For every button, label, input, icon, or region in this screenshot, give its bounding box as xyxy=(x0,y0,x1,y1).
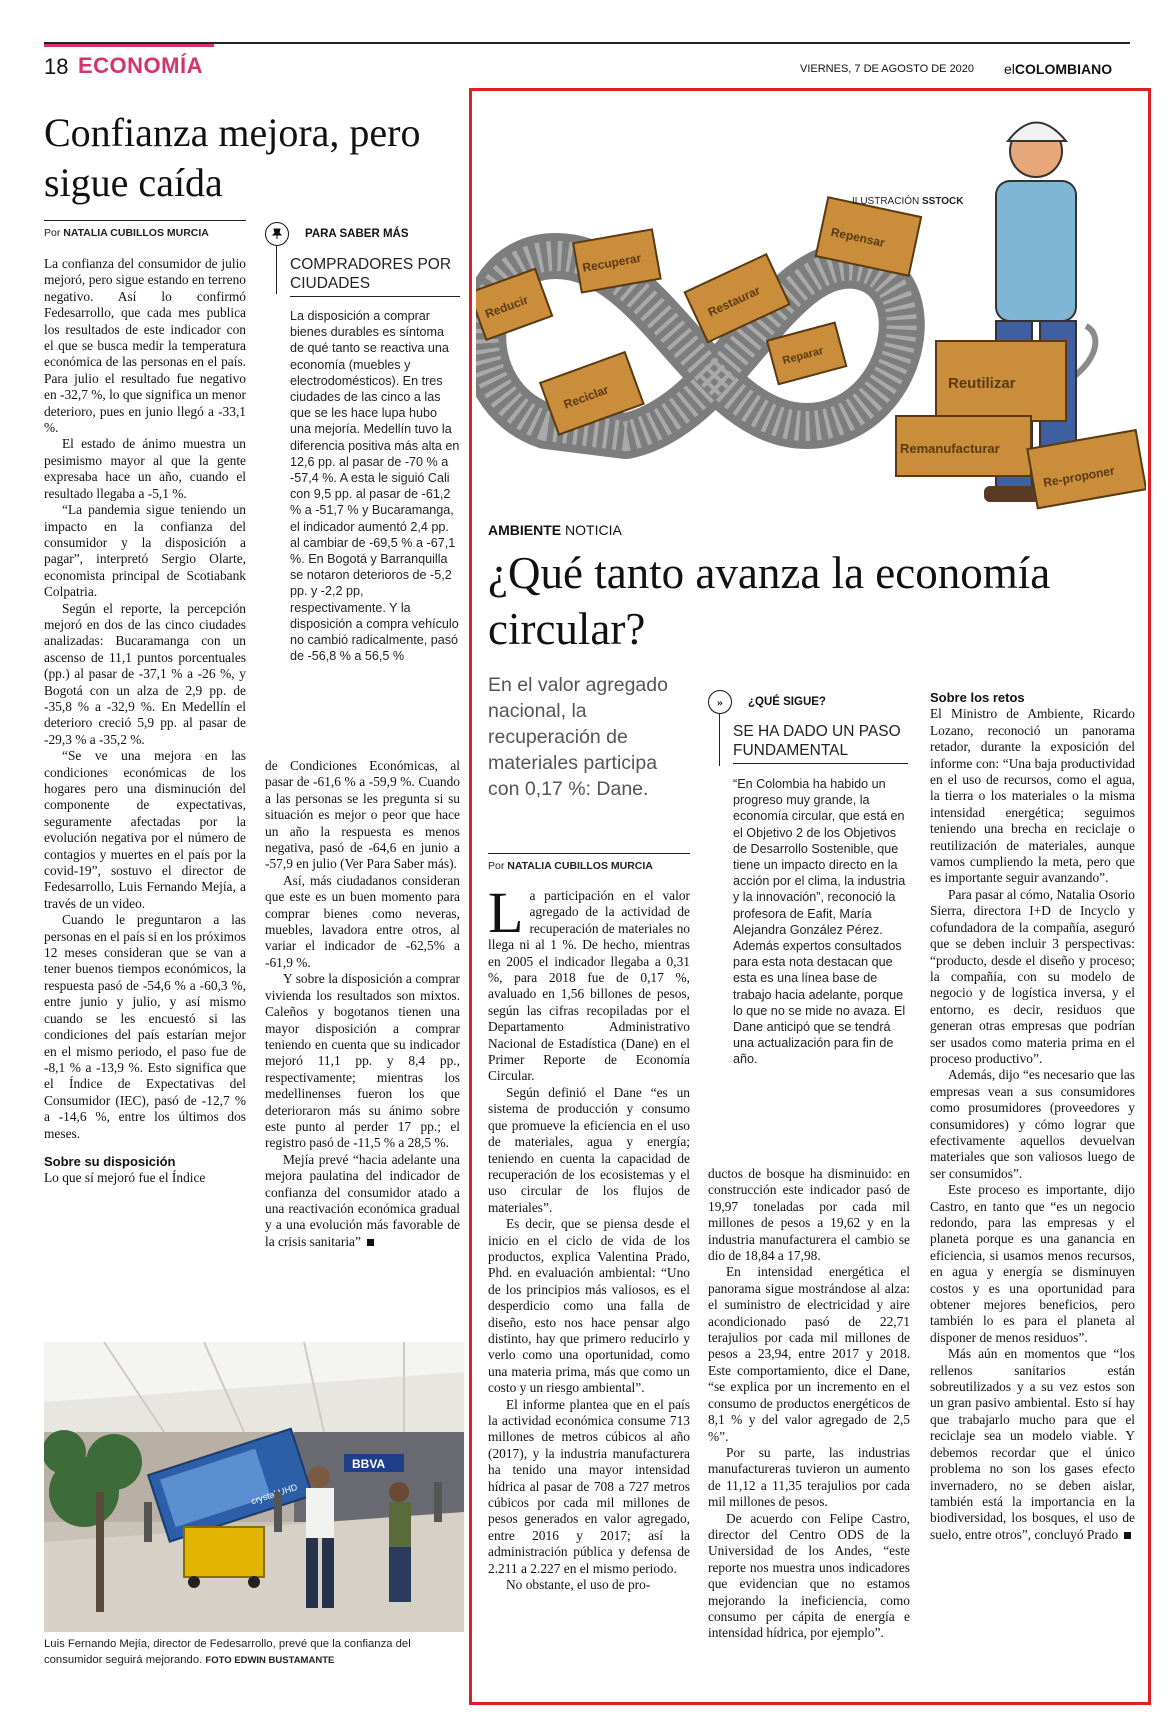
drop-cap: L xyxy=(488,880,524,945)
story1-column-2 xyxy=(265,758,460,1250)
sidebar1-rule xyxy=(290,296,460,297)
paragraph: Según el reporte, la percepción mejoró en dos de las cinco ciudades analizadas: Bucaramanga con un ascenso de 11,1 puntos porcentuales (pp.) al pasar de -37,1 % a -26 %, y Bogotá con un alza de 2,9 pp. de -35,8 % a -32,9 %. En Medellín el deterioro creció 5,9 pp. al pasar de -29,3 % a -35,2 %. xyxy=(44,600,246,747)
paragraph-text: Más aún en momentos que “los rellenos sanitarios están sobreutilizados y a su vez estos son un gran pasivo ambiental. Esto sí hay que trabajarlo mucho para que el reciclaje sea un modelo viable. Y debemos recordar que el único problema no son los gases efecto invernadero, no se deben aislar, también está la importancia en la biodiversidad, los bosques, el uso de suelo, entre otros”, concluyó Prado xyxy=(930,1346,1135,1542)
sidebar1-text xyxy=(290,308,460,664)
story2-deck: En el valor agregado nacional, la recuperación de materiales participa con 0,17 %: Dane. xyxy=(488,674,668,800)
story2-column-2 xyxy=(708,1166,910,1642)
paragraph: “La pandemia sigue teniendo un impacto en la confianza del consumidor y la disposición a pagar”, interpretó Sergio Olarte, economista principal de Scotiabank Colpatria. xyxy=(44,502,246,600)
story1-column-1 xyxy=(44,256,246,1187)
story2-byline xyxy=(488,860,653,872)
paragraph: De acuerdo con Felipe Castro, director del Centro ODS de la Universidad de los Andes, “este reporte nos muestra unos indicadores que evidencian que no estamos mejorando la ineficiencia, como consumo per cápita de energía e intensidad hídrica, por ejemplo”. xyxy=(708,1510,910,1641)
paragraph: Y sobre la disposición a comprar vivienda los resultados son mixtos. Caleños y bogotanos tienen una mayor disposición a comprar teniendo en cuenta que su indicador mejoró 11,1 pp. y 8,4 pp., respectivamente; mientras los medellinenses fueron los que deterioraron más su ánimo sobre este punto al perder 17 pp.; el registro pasó de -11,5 % a 28,5 %. xyxy=(265,971,460,1151)
paragraph: Así, más ciudadanos consideran que este es un buen momento para comprar bienes como neveras, muebles, lavadora entre otros, al variar el indicador de -62,5% a -61,9 %. xyxy=(265,872,460,970)
box-reutilizar: Reutilizar xyxy=(948,375,1016,392)
sidebar1-vertical-rule xyxy=(276,246,277,294)
sidebar2-rule xyxy=(733,763,908,764)
byline-author: NATALIA CUBILLOS MURCIA xyxy=(507,860,653,872)
paragraph: Por su parte, las industrias manufactureras tuvieron un aumento de 11,12 a 11,35 terajulios por cada mil millones de pesos. xyxy=(708,1444,910,1510)
paragraph: La confianza del consumidor de julio mejoró, pero sigue estando en terreno negativo. Así lo confirmó Fedesarrollo, que cada mes publica los resultados de este indicador con el que se busca medir la temperatura económica de las personas en el país. Para julio el resultado fue negativo en -32,7 %, lo que significa un menor deterioro, pues en junio llegó a -33,1 %. xyxy=(44,256,246,436)
paragraph-text: a participación en el valor agregado de la actividad de recuperación de materiales no llega ni al 1 %. De hecho, mientras en 2005 el indicador llegaba a 0,31 %, para 2018 fue de 0,17 %, avaluado en 1,56 billones de pesos, según las cifras recopiladas por el Departamento Administrativo Nacional de Estadística (Dane) en el Primer Reporte de Economía Circular. xyxy=(488,888,690,1084)
photo-caption xyxy=(44,1636,464,1669)
story2-column-1 xyxy=(488,880,690,1593)
sidebar2-title: SE HA DADO UN PASO FUNDAMENTAL xyxy=(733,723,901,759)
sidebar2-text xyxy=(733,776,911,1068)
story2-column-3 xyxy=(930,690,1135,1543)
page-number: 18 xyxy=(44,54,69,79)
story2-subhead: Sobre los retos xyxy=(930,690,1025,705)
story1-byline-rule xyxy=(44,220,246,221)
end-mark-icon xyxy=(367,1239,374,1246)
box-recuperar: Recuperar xyxy=(581,250,643,275)
story2-headline: ¿Qué tanto avanza la economía circular? xyxy=(488,548,1051,654)
box-reproponer: Re-proponer xyxy=(1042,463,1116,490)
newspaper-logo xyxy=(1004,61,1112,77)
caption-text: Luis Fernando Mejía, director de Fedesarrollo, prevé que la confianza del consumidor seguirá mejorando. xyxy=(44,1638,411,1666)
paragraph: ductos de bosque ha disminuido: en construcción este indicador pasó de 19,97 toneladas por cada mil millones de pesos a 19,62 y en la industria manufacturera el cambio se dio de 18,84 a 17,98. xyxy=(708,1166,910,1264)
paragraph: Para pasar al cómo, Natalia Osorio Sierra, directora I+D de Incyclo y cofundadora de la compañía, aseguró que se deben incluir 3 perspectivas: “producto, desde el diseño y proceso; la compañía, con su modelo de negocio y de logística inversa, y el entorno, es decir, residuos que generan otras empresas que podrían ser usados como materia prima en el proceso productivo”. xyxy=(930,886,1135,1066)
sidebar1-paragraph: La disposición a comprar bienes durables es síntoma de qué tanto se reactiva una economía (muebles y electrodomésticos). En tres ciudades de las cinco a las que se les hace lupa hubo una mejoría. Medellín tuvo la diferencia positiva más alta en 12,6 pp. al pasar de -70 % a -57,4 %. A esta le siguió Cali con 9,5 pp. al pasar de -61,2 % a -51,7 % y Bucaramanga, el indicador aumentó 2,4 pp. al cambiar de -69,5 % a -67,1 %. En Bogotá y Barranquilla se notaron deterioros de -5,2 pp. y -2,2 pp, respectivamente. Y la disposición a compra vehículo no cambió radicalmente, pasó de -56,8 % a 56,5 % xyxy=(290,309,460,664)
kicker-bold: AMBIENTE xyxy=(488,522,562,538)
pushpin-icon xyxy=(265,222,289,246)
box-reparar: Reparar xyxy=(781,344,825,368)
paragraph: El informe plantea que en el país la actividad económica consume 713 millones de metros cúbicos al año (2017), y la industria manufacturera ha tenido una mayor intensidad hídrica al pasar de 708 a 727 metros cúbicos por cada mil millones de pesos generados en valor agregado, entre 2016 y 2017; así la administración pública y defensa de 2.211 a 2.227 en el mismo periodo. xyxy=(488,1396,690,1576)
box-restaurar: Restaurar xyxy=(705,283,763,320)
paragraph-text: Mejía prevé “hacia adelante una mejora paulatina del indicador de confianza del consumidor atado a una reactivación económica gradual y a una evolución más favorable de la crisis sanitaria” xyxy=(265,1151,460,1249)
illustration-credit xyxy=(852,196,964,207)
paragraph: de Condiciones Económicas, al pasar de -61,6 % a -59,9 %. Cuando a las personas se les pregunta si su situación es mejor o peor que hace un año la respuesta es menos negativa, pasó de -64,6 en junio a -57,9 en julio (Ver Para Saber más). xyxy=(265,758,460,872)
story2-illustration xyxy=(476,96,1146,516)
paragraph: Además, dijo “es necesario que las empresas vean a sus consumidores como prosumidores (proveedores y consumidores) y cómo lograr que efectivamente aquellos devuelvan materiales que son valiosos luego de ser consumidos”. xyxy=(930,1067,1135,1181)
sidebar2-vertical-rule xyxy=(719,714,720,766)
paragraph xyxy=(488,880,690,1085)
double-chevron-icon: » xyxy=(708,690,732,714)
box-repensar: Repensar xyxy=(829,224,887,250)
box-reciclar: Reciclar xyxy=(561,382,611,412)
header-rule xyxy=(44,42,1130,44)
byline-prefix: Por xyxy=(44,227,61,239)
paragraph: Según definió el Dane “es un sistema de producción y consumo que promueve la eficiencia en el uso de materiales, agua y energía; teniendo en cuenta la capacidad de recuperación de los ecosistemas y el uso circular de los flujos de materiales”. xyxy=(488,1084,690,1215)
store-sign: BBVA xyxy=(352,1457,386,1471)
paragraph xyxy=(265,1152,460,1250)
story2-byline-rule xyxy=(488,853,690,854)
paragraph: El Ministro de Ambiente, Ricardo Lozano, reconoció un panorama retador, durante la exposición del informe con: “Una baja productividad en el uso de recursos, como el agua, la tierra o los materiales o la misma intensidad energética; seguimos teniendo una brecha en reciclaje o reutilización de materiales, aunque vamos cumpliendo la meta, pero que es importante seguir avanzando”. xyxy=(930,706,1135,886)
sidebar2-paragraph: “En Colombia ha habido un progreso muy grande, la economía circular, que está en el Objetivo 2 de los Objetivos de Desarrollo Sostenible, que tiene un impacto directo en la acción por el clima, la industria y la innovación”, reconoció la profesora de Eafit, María Alejandra González Pérez. Además expertos consultados para esta nota destacan que esta es una línea base de trabajo hacia adelante, porque lo que no se mide no avaza. El Dane anticipó que se tendrá una actualización para fin de año. xyxy=(733,777,906,1067)
credit-prefix: ILUSTRACIÓN xyxy=(852,196,920,207)
story2-kicker xyxy=(488,522,622,538)
box-reducir: Reducir xyxy=(483,292,531,322)
byline-prefix: Por xyxy=(488,860,505,872)
paragraph: Cuando le preguntaron a las personas en el país si en los próximos 12 meses consideran que se van a tener buenos tiempos económicos, la respuesta pasó de -54,6 % a -60,3 %, entre junio y julio, y así mismo cuando se les encuestó si las condiciones del país estarían mejor en el mismo periodo, el paso fue de -8,1 % a -13,9 %. Esto significa que el Índice de Expectativas del Consumidor (IEC), pasó de -12,7 % a -14,6 %, entre los últimos dos meses. xyxy=(44,912,246,1141)
story1-photo xyxy=(44,1342,464,1632)
paragraph: Este proceso es importante, dijo Castro, en tanto que “es un negocio redondo, para las empresas y el planeta porque es una ganancia en eficiencia, si usamos menos recursos, en agua y energía se disminuyen costos y es una oportunidad para obtener mejores beneficios, pero también lo es para el planeta al disponer de menos residuos”. xyxy=(930,1182,1135,1345)
section-name: ECONOMÍA xyxy=(78,53,203,78)
paragraph: Lo que sí mejoró fue el Índice xyxy=(44,1170,206,1186)
photo-credit: FOTO EDWIN BUSTAMANTE xyxy=(205,1655,335,1666)
story1-byline xyxy=(44,227,209,239)
sidebar2-kicker: ¿QUÉ SIGUE? xyxy=(748,696,826,708)
end-mark-icon xyxy=(1124,1532,1131,1539)
kicker-light: NOTICIA xyxy=(565,522,622,538)
paragraph: Es decir, que se piensa desde el inicio en el ciclo de vida de los productos, explica Valentina Prado, Phd. en evaluación ambiental: “Uno de los principios más valiosos, es el desperdicio como una falla de diseño, esto nos hace pensar algo distinto, hay que primero reducirlo y verlo como una oportunidad, como una materia prima, más que como un costo y un riesgo ambiental”. xyxy=(488,1216,690,1396)
brand-prefix: el xyxy=(1004,61,1015,77)
brand-name: COLOMBIANO xyxy=(1014,61,1113,77)
paragraph xyxy=(930,1346,1135,1543)
story1-headline: Confianza mejora, pero sigue caída xyxy=(44,110,421,205)
story1-subhead: Sobre su disposición xyxy=(44,1153,176,1169)
paragraph: En intensidad energética el panorama sigue mostrándose al alza: el suministro de electricidad y aire acondicionado pasó de 22,71 terajulios por cada mil millones de pesos a 23,94, entre 2017 y 2018. Este comportamiento, dice el Dane, “se explica por un incremento en el consumo de productos energéticos de 8,1 % y del valor agregado de 2,5 %”. xyxy=(708,1264,910,1444)
credit-name: SSTOCK xyxy=(922,196,964,207)
issue-date: VIERNES, 7 DE AGOSTO DE 2020 xyxy=(800,63,975,75)
paragraph: No obstante, el uso de pro- xyxy=(506,1577,651,1593)
box-label: crystal UHD xyxy=(249,1481,299,1507)
sidebar1-title: COMPRADORES POR CIUDADES xyxy=(290,256,452,292)
byline-author: NATALIA CUBILLOS MURCIA xyxy=(63,227,209,239)
paragraph: “Se ve una mejora en las condiciones económicas de los hogares pero una disminución del componente de expectativas, seguramente afectadas por la evolución negativa por el número de contagios y muertes en el país por la covid-19”, sostuvo el director de Fedesarrollo, Luis Fernando Mejía, a través de un video. xyxy=(44,748,246,911)
box-remanufacturar: Remanufacturar xyxy=(900,441,1000,456)
paragraph: El estado de ánimo muestra un pesimismo mayor al que la gente expresaba hace un año, cuando el resultado llegaba a -5,1 %. xyxy=(44,436,246,501)
sidebar1-kicker: PARA SABER MÁS xyxy=(305,228,409,240)
